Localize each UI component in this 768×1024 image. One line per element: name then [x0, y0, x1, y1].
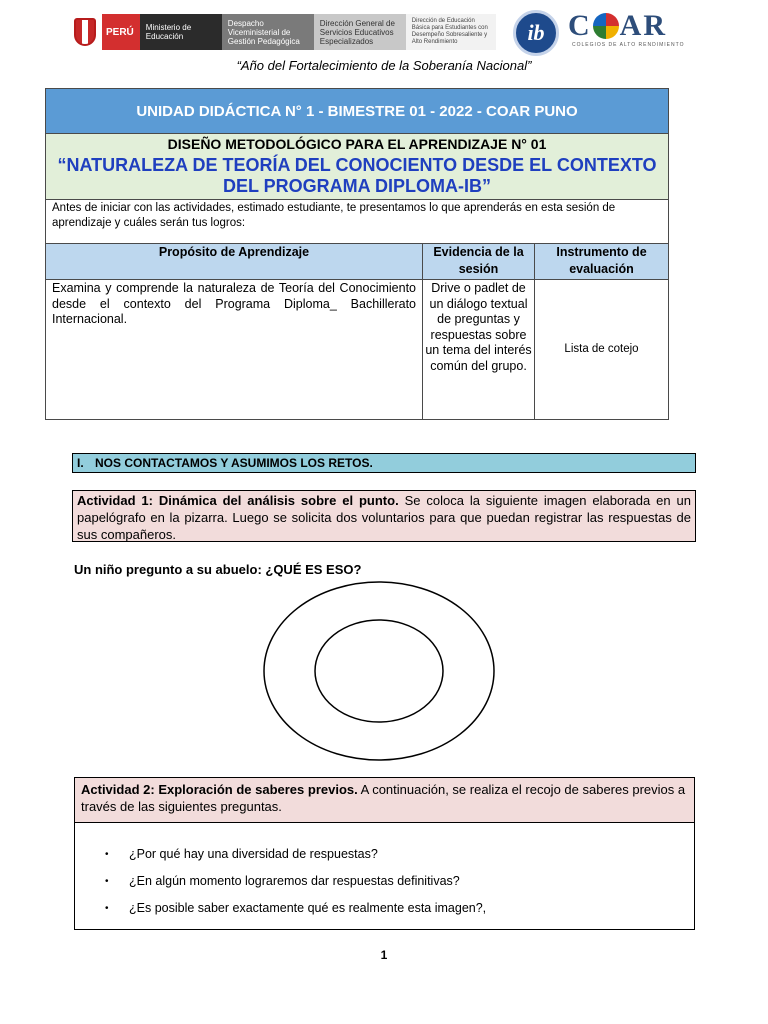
section-number: I.	[77, 456, 84, 470]
coar-letter-c: C	[568, 9, 592, 42]
activity-1-label: Actividad 1:	[77, 493, 153, 508]
activity-1-title: Dinámica del análisis sobre el punto.	[158, 493, 399, 508]
activity-2-text: A continuación, se realiza el recojo de saberes previos a través de las siguientes preguntas.	[81, 782, 686, 814]
activity-2-header	[75, 778, 694, 823]
government-logo-strip	[70, 14, 496, 50]
list-item	[105, 847, 694, 874]
section-title: NOS CONTACTAMOS Y ASUMIMOS LOS RETOS.	[95, 456, 373, 470]
peru-shield-icon	[70, 14, 100, 50]
design-title: “NATURALEZA DE TEORÍA DEL CONOCIENTO DESDE EL CONTEXTO DEL PROGRAMA DIPLOMA-IB”	[57, 155, 657, 196]
question-text: Un niño pregunto a su abuelo: ¿QUÉ ES ESO?	[74, 562, 362, 577]
list-item	[105, 874, 694, 901]
bullet-icon: •	[105, 849, 109, 860]
activity-2-label: Actividad 2:	[81, 782, 155, 797]
direccion-general-label: Dirección General de Servicios Educativos Especializados	[314, 14, 406, 50]
coar-emblem-icon	[593, 13, 619, 39]
cell-instrument: Lista de cotejo	[535, 280, 669, 420]
ib-logo: ib	[513, 10, 559, 56]
activity-1-box	[72, 490, 696, 542]
design-subtitle: DISEÑO METODOLÓGICO PARA EL APRENDIZAJE N° 01	[167, 136, 547, 152]
header-instrument: Instrumento de evaluación	[535, 244, 669, 280]
header-evidence: Evidencia de la sesión	[423, 244, 535, 280]
outer-circle	[264, 582, 494, 760]
cell-evidence: Drive o padlet de un diálogo textual de preguntas y respuestas sobre un tema del interés común del grupo.	[423, 280, 535, 420]
design-header-cell	[46, 134, 669, 200]
header-logos	[70, 10, 700, 54]
peru-label: PERÚ	[102, 14, 140, 50]
inner-circle	[315, 620, 443, 722]
activity-2-title: Exploración de saberes previos.	[158, 782, 358, 797]
coar-letters-ar: AR	[619, 9, 668, 42]
ministerio-label: Ministerio de Educación	[140, 14, 222, 50]
unit-title: UNIDAD DIDÁCTICA N° 1 - BIMESTRE 01 - 2022 - COAR PUNO	[46, 89, 669, 134]
header-purpose: Propósito de Aprendizaje	[46, 244, 423, 280]
bullet-icon: •	[105, 903, 109, 914]
bullet-icon: •	[105, 876, 109, 887]
list-item	[105, 901, 694, 928]
direccion-educacion-label: Dirección de Educación Básica para Estudiantes con Desempeño Sobresaliente y Alto Rendimiento	[406, 14, 496, 50]
section-heading	[72, 453, 696, 473]
intro-text: Antes de iniciar con las actividades, estimado estudiante, te presentamos lo que aprenderás en esta sesión de aprendizaje y cuáles serán tus logros:	[46, 200, 669, 244]
concentric-circles-image	[262, 580, 496, 762]
question-item: ¿En algún momento lograremos dar respuestas definitivas?	[129, 874, 460, 888]
coar-logo	[568, 10, 700, 54]
learning-design-table	[45, 88, 669, 420]
question-item: ¿Es posible saber exactamente qué es realmente esta imagen?,	[129, 901, 487, 915]
activity-2-box	[74, 777, 695, 930]
page-number: 1	[380, 948, 388, 962]
activity-2-questions	[75, 823, 694, 928]
activity-1-text: Se coloca la siguiente imagen elaborada en un papelógrafo en la pizarra. Luego se solicita dos voluntarios para que puedan registrar las respuestas de sus compañeros.	[77, 493, 691, 542]
question-item: ¿Por qué hay una diversidad de respuestas?	[129, 847, 378, 861]
year-motto: “Año del Fortalecimiento de la Soberanía Nacional”	[236, 58, 532, 73]
cell-purpose: Examina y comprende la naturaleza de Teoría del Conocimiento desde el contexto del Programa Diploma_ Bachillerato Internacional.	[46, 280, 423, 420]
coar-subtitle: COLEGIOS DE ALTO RENDIMIENTO	[572, 42, 685, 48]
despacho-label: Despacho Viceministerial de Gestión Pedagógica	[222, 14, 314, 50]
